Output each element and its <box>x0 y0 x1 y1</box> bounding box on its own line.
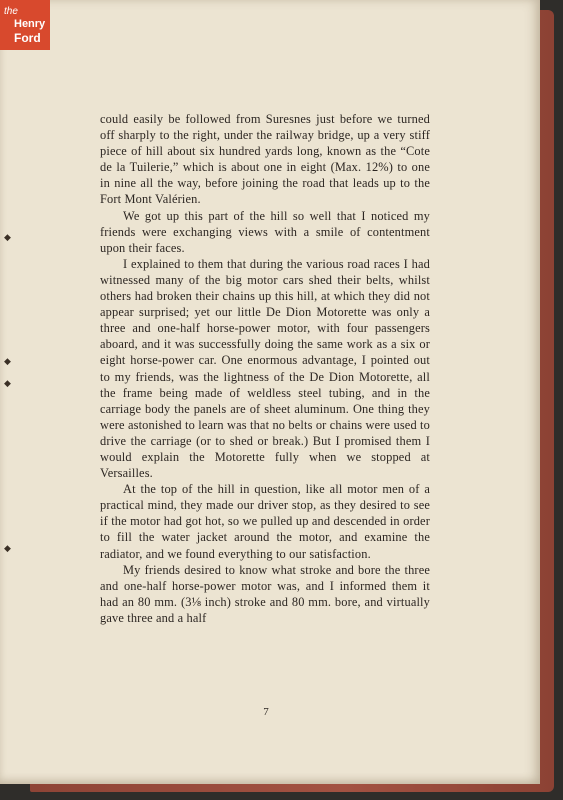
logo-ford: Ford <box>14 31 41 45</box>
paragraph: I explained to them that during the various road races I had witnessed many of the big motor cars shed their belts, whilst others had broken their chains up this hill, at which they did not appear surprised; yet our little De Dion Motorette was only a three and one-half horse-power motor, with four passengers aboard, and it was successfully doing the same work as a six or eight horse-power car. One enormous advantage, I pointed out to my friends, was the lightness of the De Dion Motorette, all the frame being made of weldless steel tubing, and in the carriage body the panels are of sheet aluminum. One thing they were astonished to learn was that no belts or chains were used to drive the carriage (or to shed or break.) But I promised them I would explain the Motorette fully when we stopped at Versailles. <box>100 256 430 481</box>
gutter-mark: ◆ <box>4 543 11 553</box>
gutter-mark: ◆ <box>4 232 11 242</box>
henry-ford-logo <box>0 0 50 50</box>
paragraph: My friends desired to know what stroke and bore the three and one-half horse-power motor was, and I informed them it had an 80 mm. (3⅛ inch) stroke and 80 mm. bore, and virtually gave three and a half <box>100 562 430 625</box>
page-number: 7 <box>263 706 269 718</box>
paragraph: We got up this part of the hill so well that I noticed my friends were exchanging views with a smile of contentment upon their faces. <box>100 208 430 255</box>
body-text <box>100 111 430 626</box>
paragraph: could easily be followed from Suresnes just before we turned off sharply to the right, under the railway bridge, up a very stiff piece of hill about six hundred yards long, known as the “Cote de la Tuilerie,” which is about one in eight (Max. 12%) to one in nine all the way, before joining the road that leads up to the Fort Mont Valérien. <box>100 112 430 207</box>
paragraph: At the top of the hill in question, like all motor men of a practical mind, they made our driver stop, as they desired to see if the motor had got hot, so we pulled up and descended in order to fill the water jacket around the motor, and examine the radiator, and we found everything to our satisfaction. <box>100 482 430 561</box>
logo-henry: Henry <box>14 18 46 30</box>
gutter-mark: ◆ <box>4 378 11 388</box>
logo-the: the <box>4 6 18 17</box>
gutter-mark: ◆ <box>4 356 11 366</box>
